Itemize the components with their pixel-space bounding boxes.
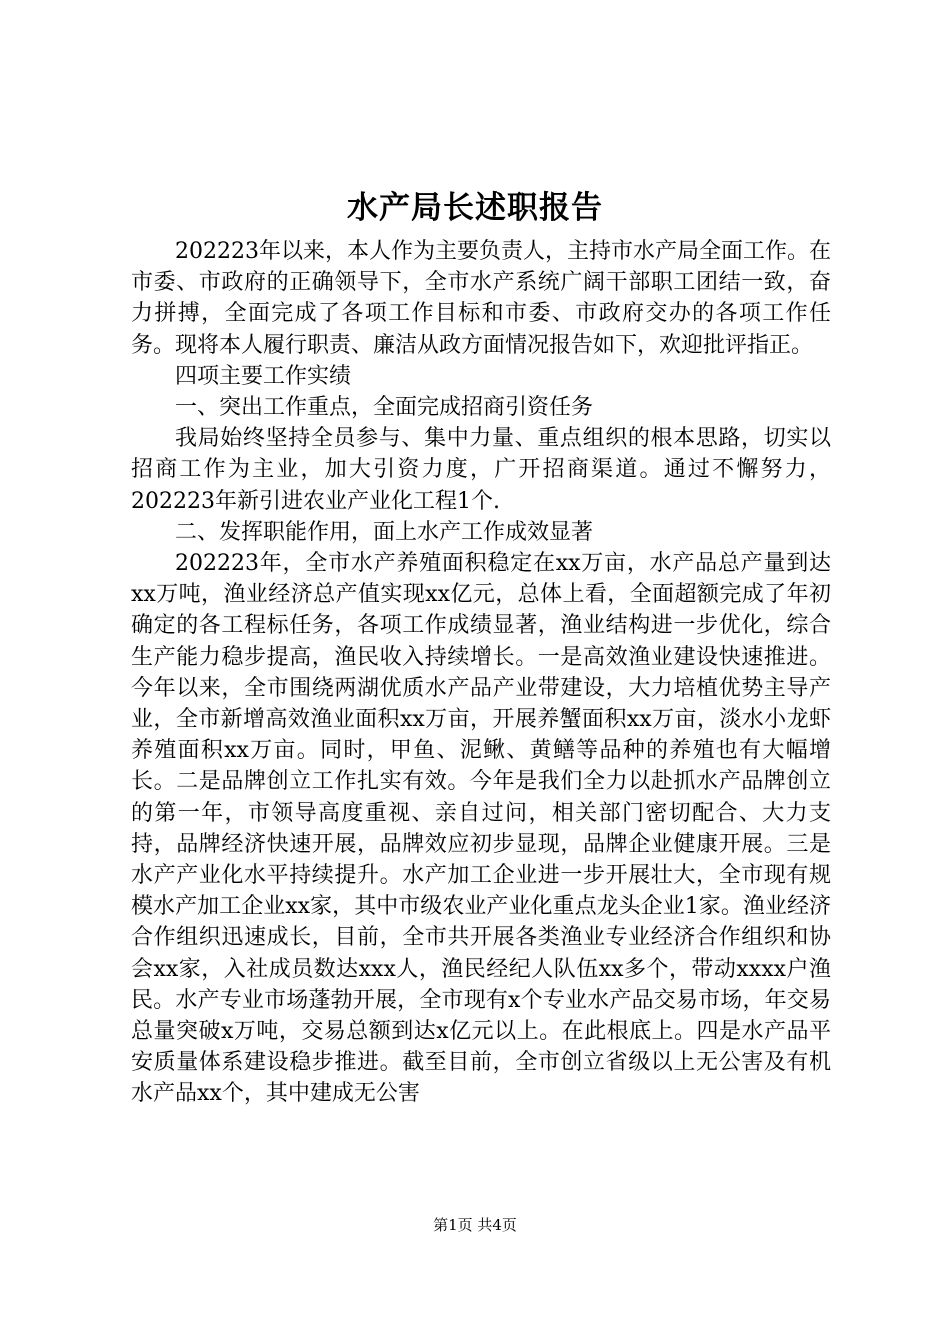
document-title: 水产局长述职报告 — [347, 190, 603, 226]
paragraph: 202223年以来，本人作为主要负责人，主持市水产局全面工作。在市委、市政府的正确领导下，全市水产系统广阔干部职工团结一致，奋力拼搏，全面完成了各项工作目标和市委、市政府交办的各项工作任务。现将本人履行职责、廉洁从政方面情况报告如下，欢迎批评指正。 — [131, 239, 831, 358]
paragraph: 二、发挥职能作用，面上水产工作成效显著 — [175, 519, 594, 545]
document-body — [131, 236, 831, 1110]
paragraph: 我局始终坚持全员参与、集中力量、重点组织的根本思路，切实以招商工作为主业，加大引资力度，广开招商渠道。通过不懈努力，202223年新引进农业产业化工程1个. — [131, 426, 831, 514]
page-number: 第1页 共4页 — [433, 1216, 517, 1234]
paragraph: 一、突出工作重点，全面完成招商引资任务 — [175, 395, 594, 421]
paragraph: 202223年，全市水产养殖面积稳定在xx万亩，水产品总产量到达xx万吨，渔业经济总产值实现xx亿元，总体上看，全面超额完成了年初确定的各工程标任务，各项工作成绩显著，渔业结构进一步优化，综合生产能力稳步提高，渔民收入持续增长。一是高效渔业建设快速推进。今年以来，全市围绕两湖优质水产品产业带建设，大力培植优势主导产业，全市新增高效渔业面积xx万亩，开展养蟹面积xx万亩，淡水小龙虾养殖面积xx万亩。同时，甲鱼、泥鳅、黄鳝等品种的养殖也有大幅增长。二是品牌创立工作扎实有效。今年是我们全力以赴抓水产品牌创立的第一年，市领导高度重视、亲自过问，相关部门密切配合、大力支持，品牌经济快速开展，品牌效应初步显现，品牌企业健康开展。三是水产产业化水平持续提升。水产加工企业进一步开展壮大，全市现有规模水产加工企业xx家，其中市级农业产业化重点龙头企业1家。渔业经济合作组织迅速成长，目前，全市共开展各类渔业专业经济合作组织和协会xx家，入社成员数达xxx人，渔民经纪人队伍xx多个，带动xxxx户渔民。水产专业市场蓬勃开展，全市现有x个专业水产品交易市场，年交易总量突破x万吨，交易总额到达x亿元以上。在此根底上。四是水产品平安质量体系建设稳步推进。截至目前，全市创立省级以上无公害及有机水产品xx个，其中建成无公害 — [131, 551, 831, 1107]
paragraph: 四项主要工作实绩 — [175, 363, 352, 389]
